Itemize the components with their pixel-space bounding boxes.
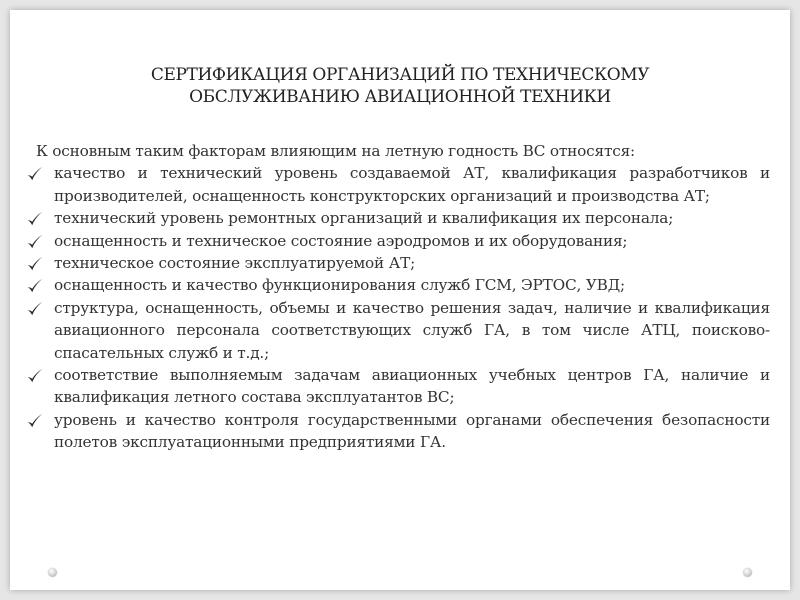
list-item-text: структура, оснащенность, объемы и качество решения задач, наличие и квалификация авиационного персонала соответствующих служб ГА, в том числе АТЦ, поисково-спасательных служб и т.д.;	[54, 298, 770, 362]
list-item	[26, 364, 770, 409]
checkmark-icon	[26, 367, 44, 385]
intro-text: К основным таким факторам влияющим на летную годность ВС относятся:	[36, 142, 635, 160]
slide-title	[30, 64, 770, 108]
slide-title-line: СЕРТИФИКАЦИЯ ОРГАНИЗАЦИЙ ПО ТЕХНИЧЕСКОМУ	[150, 65, 650, 85]
list-item-text: технический уровень ремонтных организаций и квалификация их персонала;	[54, 209, 674, 228]
slide-body	[26, 140, 770, 454]
list-item	[26, 252, 770, 274]
checkmark-icon	[26, 412, 44, 430]
list-item-text: оснащенность и качество функционирования служб ГСМ, ЭРТОС, УВД;	[54, 276, 625, 295]
checkmark-icon	[26, 165, 44, 183]
list-item	[26, 230, 770, 252]
checkmark-icon	[26, 300, 44, 318]
checkmark-icon	[26, 255, 44, 273]
checkmark-icon	[26, 233, 44, 251]
list-item	[26, 274, 770, 296]
slide-title-line: ОБСЛУЖИВАНИЮ АВИАЦИОННОЙ ТЕХНИКИ	[189, 87, 611, 107]
factor-list	[26, 162, 770, 453]
list-item	[26, 162, 770, 207]
checkmark-icon	[26, 277, 44, 295]
list-item	[26, 409, 770, 454]
list-item-text: оснащенность и техническое состояние аэродромов и их оборудования;	[54, 231, 628, 250]
list-item-text: техническое состояние эксплуатируемой АТ;	[54, 254, 416, 273]
list-item-text: уровень и качество контроля государственными органами обеспечения безопасности полетов эксплуатационными предприятиями ГА.	[54, 410, 770, 452]
corner-dot-decoration	[48, 568, 57, 577]
slide	[10, 10, 790, 590]
list-item-text: качество и технический уровень создаваемой АТ, квалификация разработчиков и производителей, оснащенность конструкторских организаций и производства АТ;	[54, 164, 770, 205]
list-item-text: соответствие выполняемым задачам авиационных учебных центров ГА, наличие и квалификация летного состава эксплуатантов ВС;	[54, 366, 770, 407]
list-item	[26, 297, 770, 364]
corner-dot-decoration	[743, 568, 752, 577]
list-item	[26, 207, 770, 229]
checkmark-icon	[26, 210, 44, 228]
